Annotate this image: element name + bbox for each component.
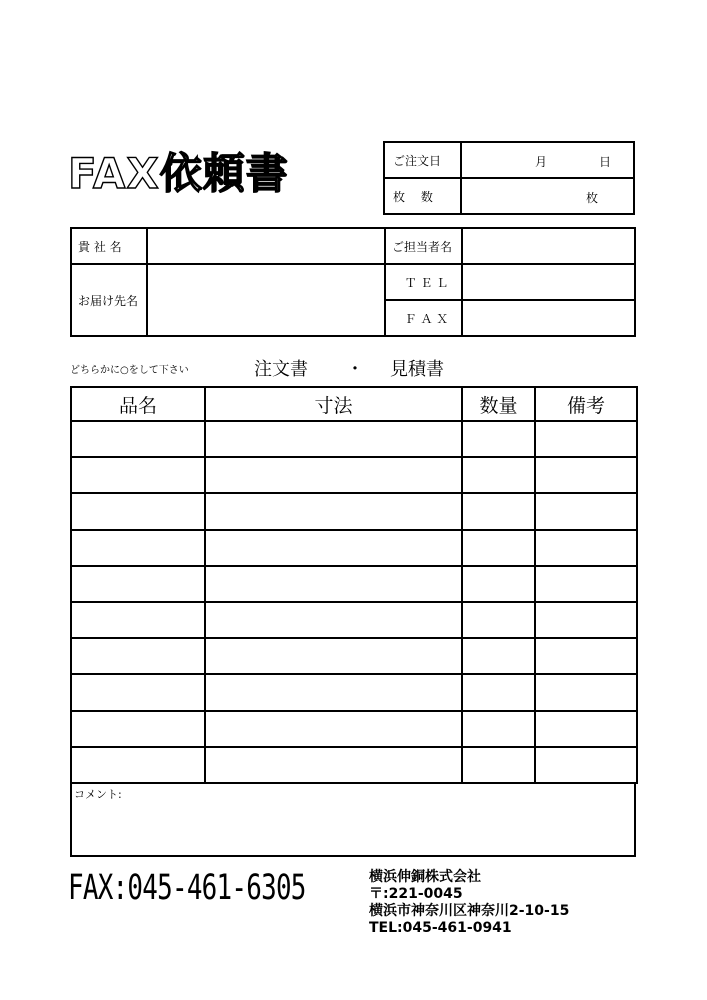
choice-separator: ・ [346,359,364,380]
header-remarks: 備考 [535,387,637,421]
item-name-cell[interactable] [71,638,205,674]
dimensions-cell[interactable] [205,674,462,710]
delivery-name-field[interactable] [147,264,385,336]
table-row [71,602,637,638]
company-name-field[interactable] [147,228,385,264]
order-form-option[interactable]: 注文書 [254,359,308,380]
table-row [71,493,637,529]
table-row [71,530,637,566]
quantity-cell[interactable] [462,747,535,783]
contact-person-label: ご担当者名 [385,228,462,264]
quantity-cell[interactable] [462,638,535,674]
quantity-cell[interactable] [462,566,535,602]
remarks-cell[interactable] [535,747,637,783]
company-name-label: 貴 社 名 [71,228,147,264]
remarks-cell[interactable] [535,421,637,457]
remarks-cell[interactable] [535,711,637,747]
table-row [71,566,637,602]
dimensions-cell[interactable] [205,493,462,529]
order-date-label: ご注文日 [384,142,461,178]
header-item-name: 品名 [71,387,205,421]
quantity-cell[interactable] [462,711,535,747]
quantity-cell[interactable] [462,457,535,493]
dimensions-cell[interactable] [205,457,462,493]
company-block [369,869,569,937]
remarks-cell[interactable] [535,530,637,566]
order-date-field[interactable] [461,142,634,178]
contact-person-field[interactable] [462,228,635,264]
quantity-cell[interactable] [462,602,535,638]
fax-number: FAX:045-461-6305 [68,868,306,908]
company-name: 横浜伸銅株式会社 [369,869,481,885]
item-name-cell[interactable] [71,421,205,457]
tel-label: Ｔ Ｅ Ｌ [385,264,462,300]
order-date-table [383,141,635,215]
choice-note: どちらかに○をして下さい [70,365,189,376]
items-table-body [71,421,637,783]
item-name-cell[interactable] [71,530,205,566]
quantity-cell[interactable] [462,674,535,710]
item-name-cell[interactable] [71,674,205,710]
dimensions-cell[interactable] [205,638,462,674]
page-count-field[interactable] [461,178,634,214]
remarks-cell[interactable] [535,566,637,602]
item-name-cell[interactable] [71,711,205,747]
comment-label: コメント: [74,788,122,801]
month-unit: 月 [535,155,548,169]
table-row [71,747,637,783]
table-row [71,421,637,457]
remarks-cell[interactable] [535,457,637,493]
table-row [71,674,637,710]
remarks-cell[interactable] [535,638,637,674]
dimensions-cell[interactable] [205,711,462,747]
item-name-cell[interactable] [71,566,205,602]
item-name-cell[interactable] [71,747,205,783]
quantity-cell[interactable] [462,493,535,529]
tel-field[interactable] [462,264,635,300]
table-row [71,638,637,674]
table-row [71,457,637,493]
postal-code: 〒:221-0045 [369,886,463,902]
comment-box[interactable] [70,782,636,857]
item-name-cell[interactable] [71,457,205,493]
dimensions-cell[interactable] [205,602,462,638]
page-unit: 枚 [586,191,599,205]
item-name-cell[interactable] [71,493,205,529]
day-unit: 日 [599,155,612,169]
remarks-cell[interactable] [535,602,637,638]
company-address: 横浜市神奈川区神奈川2-10-15 [369,903,570,919]
customer-info-table [70,227,636,337]
table-row [71,711,637,747]
header-quantity: 数量 [462,387,535,421]
dimensions-cell[interactable] [205,530,462,566]
delivery-name-label: お届け先名 [71,264,147,336]
remarks-cell[interactable] [535,493,637,529]
company-tel: TEL:045-461-0941 [369,920,512,936]
fax-field[interactable] [462,300,635,336]
remarks-cell[interactable] [535,674,637,710]
quantity-cell[interactable] [462,530,535,566]
item-name-cell[interactable] [71,602,205,638]
page-count-label: 枚 数 [384,178,461,214]
header-dimensions: 寸法 [205,387,462,421]
quote-form-option[interactable]: 見積書 [390,359,444,380]
dimensions-cell[interactable] [205,566,462,602]
document-title: FAX依頼書 [68,149,289,198]
quantity-cell[interactable] [462,421,535,457]
items-table [70,386,638,784]
fax-label: Ｆ Ａ Ｘ [385,300,462,336]
dimensions-cell[interactable] [205,747,462,783]
dimensions-cell[interactable] [205,421,462,457]
